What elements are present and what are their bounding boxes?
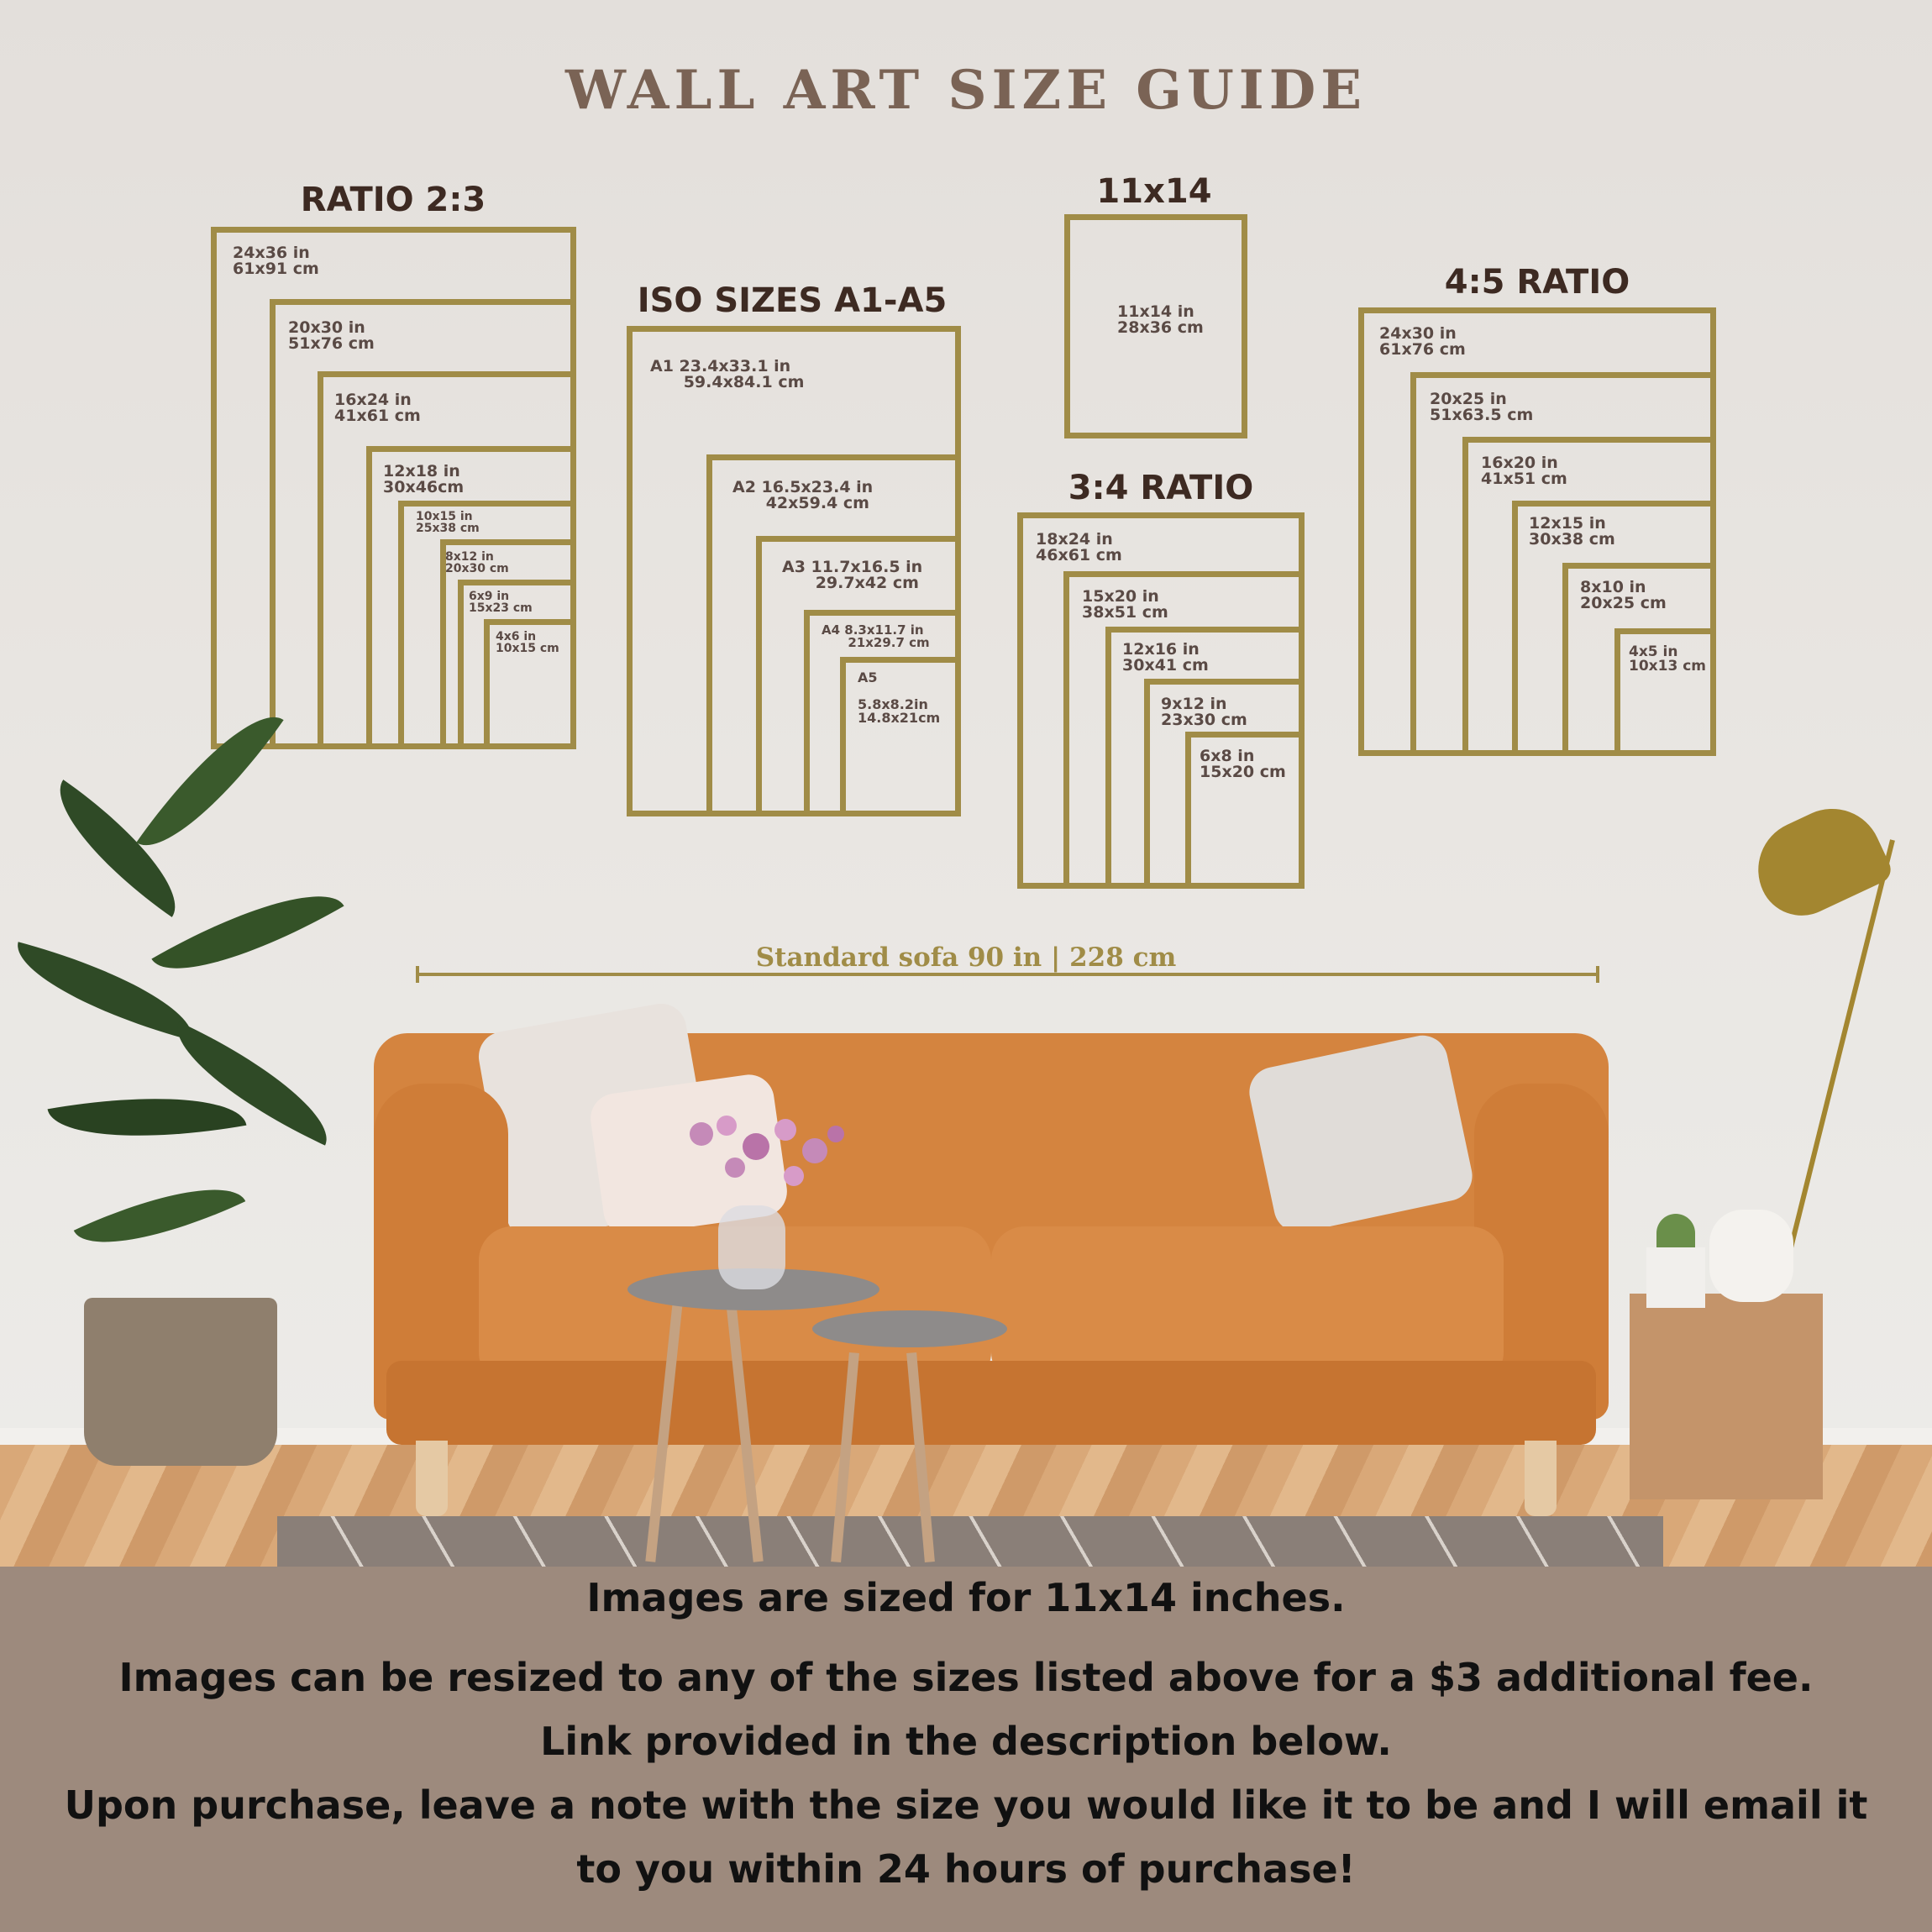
group-title-11x14: 11x14 bbox=[1096, 172, 1212, 211]
frame-label: 16x20 in 41x51 cm bbox=[1481, 454, 1567, 488]
frame-label: 20x25 in 51x63.5 cm bbox=[1430, 390, 1534, 424]
frame-label: A2 16.5x23.4 in 42x59.4 cm bbox=[732, 478, 874, 512]
frame-label: 24x36 in 61x91 cm bbox=[233, 244, 319, 278]
footer-line-link: Link provided in the description below. bbox=[540, 1719, 1392, 1764]
frame-label: 12x18 in 30x46cm bbox=[383, 462, 465, 496]
group-title-iso-sizes: ISO SIZES A1-A5 bbox=[637, 281, 948, 320]
frame-label: 16x24 in 41x61 cm bbox=[334, 391, 421, 425]
page-title: WALL ART SIZE GUIDE bbox=[565, 59, 1367, 122]
group-title-ratio-3-4: 3:4 RATIO bbox=[1068, 469, 1254, 507]
sofa-measurement-label: Standard sofa 90 in | 228 cm bbox=[755, 942, 1177, 973]
frame-label: 6x8 in 15x20 cm bbox=[1200, 747, 1286, 781]
sofa-measurement-tick-left bbox=[416, 966, 419, 983]
frame-label: 15x20 in 38x51 cm bbox=[1082, 587, 1168, 622]
sofa-measurement-tick-right bbox=[1596, 966, 1599, 983]
frame-label: A4 8.3x11.7 in 21x29.7 cm bbox=[822, 622, 930, 650]
group-title-ratio-4-5: 4:5 RATIO bbox=[1444, 263, 1630, 302]
frame-label: 11x14 in 28x36 cm bbox=[1117, 302, 1204, 337]
footer-panel bbox=[0, 1567, 1932, 1932]
frame-label: 10x15 in 25x38 cm bbox=[416, 510, 480, 535]
footer-line-note: Upon purchase, leave a note with the size you would like it to be and I will email it bbox=[64, 1782, 1868, 1828]
frame-label: 12x16 in 30x41 cm bbox=[1122, 640, 1209, 675]
frame-label: 8x12 in 20x30 cm bbox=[445, 550, 509, 575]
frame-label: 4x5 in 10x13 cm bbox=[1629, 643, 1706, 675]
frame-label: 8x10 in 20x25 cm bbox=[1580, 578, 1667, 612]
footer-line-size: Images are sized for 11x14 inches. bbox=[586, 1575, 1346, 1620]
frame-label: 24x30 in 61x76 cm bbox=[1379, 324, 1466, 359]
frame-label: 18x24 in 46x61 cm bbox=[1036, 530, 1122, 564]
frame-label: 12x15 in 30x38 cm bbox=[1529, 514, 1615, 549]
footer-line-resize: Images can be resized to any of the sizes listed above for a $3 additional fee. bbox=[118, 1655, 1814, 1700]
frame-label: 20x30 in 51x76 cm bbox=[288, 318, 375, 353]
group-title-ratio-2-3: RATIO 2:3 bbox=[300, 181, 486, 219]
frame-label: 6x9 in 15x23 cm bbox=[469, 590, 533, 615]
frame-label: A3 11.7x16.5 in 29.7x42 cm bbox=[782, 558, 923, 592]
sofa-measurement-line bbox=[417, 973, 1599, 976]
frame-label: 4x6 in 10x15 cm bbox=[496, 630, 559, 655]
frame-label: 9x12 in 23x30 cm bbox=[1161, 695, 1247, 729]
frame-label: A5 5.8x8.2in 14.8x21cm bbox=[858, 669, 941, 726]
footer-line-email: to you within 24 hours of purchase! bbox=[576, 1846, 1356, 1892]
frame-label: A1 23.4x33.1 in 59.4x84.1 cm bbox=[650, 357, 805, 391]
